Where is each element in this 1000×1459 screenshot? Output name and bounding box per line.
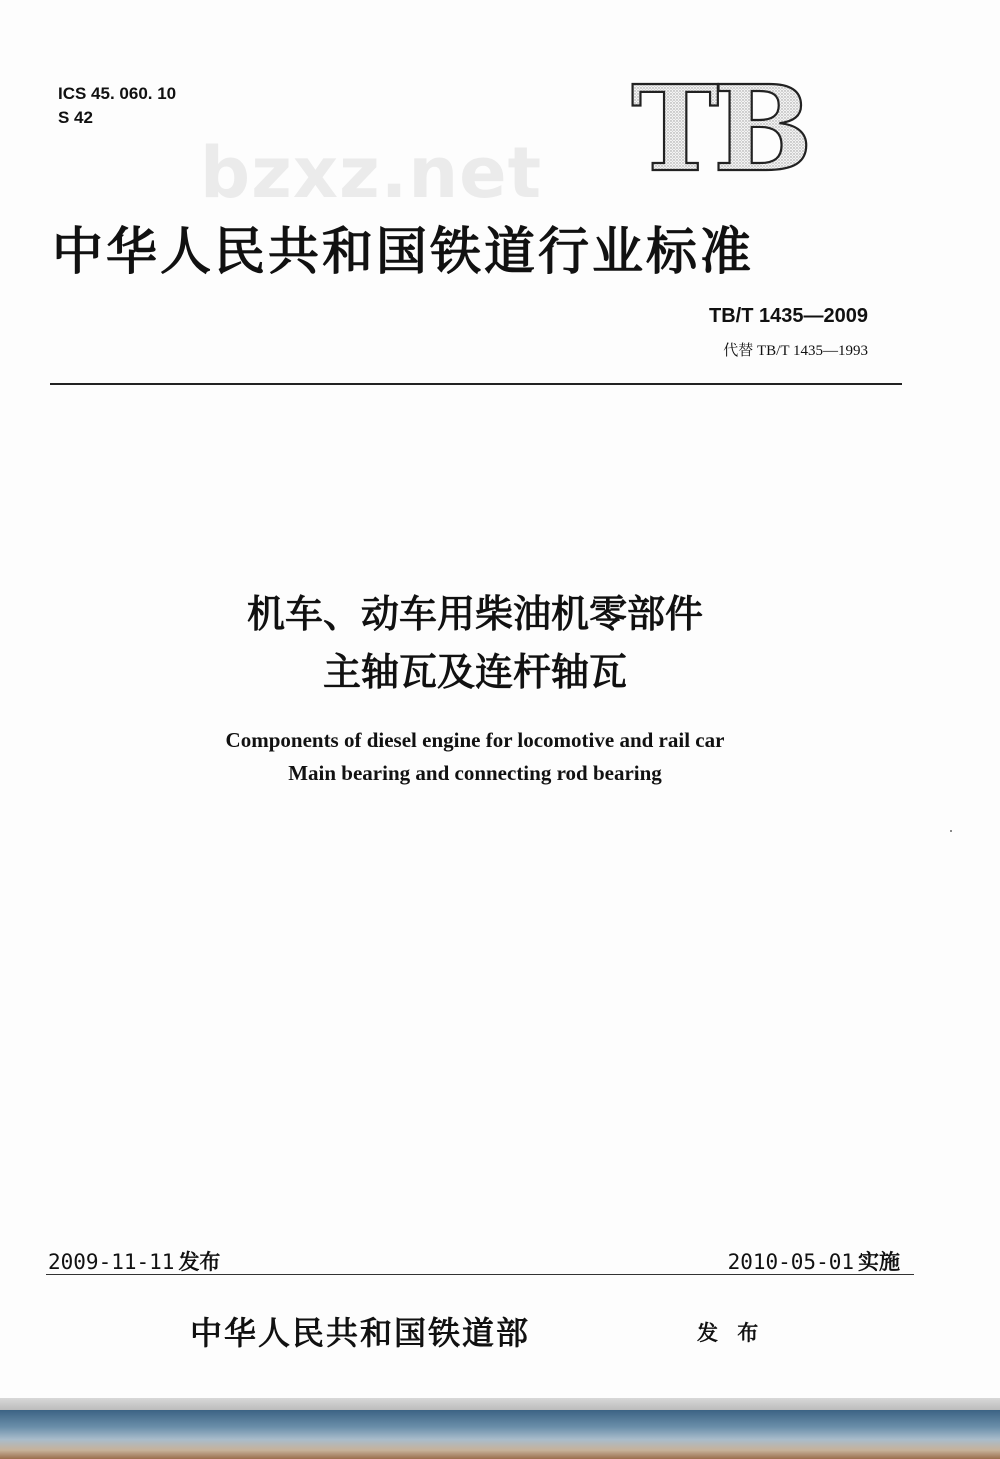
footer-divider (46, 1274, 914, 1275)
class-code: S 42 (58, 108, 93, 127)
watermark: bzxz.net (200, 132, 543, 214)
tb-logo-text: TB (631, 72, 807, 182)
ics-code: ICS 45. 060. 10 (58, 84, 177, 103)
effective-date: 2010-05-01 (727, 1250, 854, 1274)
effective-date-block (728, 1246, 900, 1276)
effective-label: 实施 (858, 1250, 900, 1274)
tb-logo (622, 72, 817, 182)
english-title-line-1: Components of diesel engine for locomotive and rail car (225, 728, 725, 752)
issue-label: 发布 (178, 1250, 221, 1274)
header-divider (50, 383, 902, 385)
classification-block (58, 82, 176, 130)
replaces-note: 代替 TB/T 1435—1993 (723, 343, 868, 359)
page-separator (0, 1398, 1000, 1410)
next-page-preview (0, 1410, 1000, 1459)
standard-number: TB/T 1435—2009 (709, 305, 868, 327)
standard-category-title: 中华人民共和国铁道行业标准 (52, 222, 755, 282)
issuing-authority: 中华人民共和国铁道部 (190, 1314, 531, 1352)
issuing-label: 发 布 (697, 1321, 765, 1345)
scan-speck (950, 830, 952, 832)
issue-date: 2009-11-11 (48, 1250, 175, 1274)
english-title-line-2: Main bearing and connecting rod bearing (288, 761, 662, 785)
chinese-title-line-2: 主轴瓦及连杆轴瓦 (322, 650, 627, 694)
issue-date-block (48, 1246, 220, 1276)
chinese-title-line-1: 机车、动车用柴油机零部件 (246, 592, 703, 636)
